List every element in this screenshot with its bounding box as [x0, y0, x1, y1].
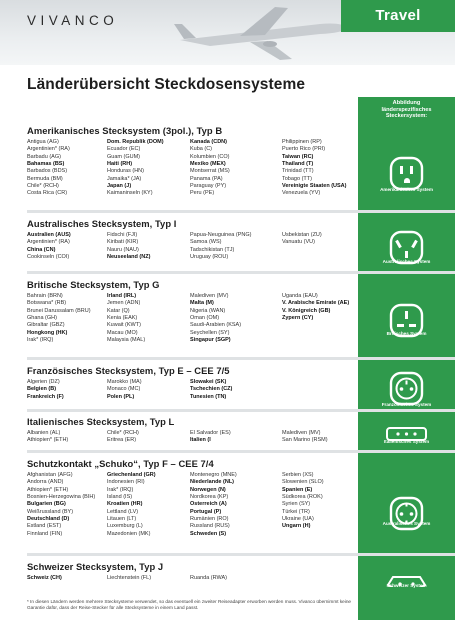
section-divider	[27, 210, 455, 213]
plug-system-label: Australisches System	[382, 521, 431, 526]
section-title: Italienisches Stecksystem, Typ L	[27, 416, 175, 427]
country-entry: Mexiko (MEX)	[190, 161, 226, 168]
country-entry: Deutschland (D)	[27, 516, 70, 523]
country-entry: Lettland (LV)	[107, 508, 139, 515]
country-entry: Tobago (TT)	[282, 175, 312, 182]
country-entry: Trinidad (TT)	[282, 168, 314, 175]
country-entry: Liechtenstein (FL)	[107, 575, 152, 581]
country-entry: Slowenien (SLO)	[282, 479, 324, 486]
country-entry: Äthiopien* (ETH)	[27, 437, 69, 444]
country-entry: Niederlande (NL)	[190, 479, 235, 486]
country-entry: Mazedonien (MK)	[107, 530, 151, 537]
country-column	[190, 232, 280, 261]
country-column	[107, 232, 188, 261]
country-entry: Kolumbien (CO)	[190, 153, 230, 160]
section-divider	[27, 271, 455, 274]
country-entry: Venezuela (YV)	[282, 190, 321, 197]
country-entry: Luxemburg (L)	[107, 523, 143, 530]
country-column	[107, 293, 188, 344]
country-entry: Indonesien (RI)	[107, 479, 145, 486]
country-column	[282, 232, 362, 261]
country-entry: Albanien (AL)	[27, 430, 61, 436]
country-entry: Eritrea (ER)	[107, 437, 137, 444]
country-entry: Vereinigte Staaten (USA)	[282, 183, 347, 190]
country-entry: Thailand (T)	[282, 161, 314, 168]
country-entry: Serbien (XS)	[282, 472, 314, 478]
country-column	[107, 575, 188, 582]
plug-section	[27, 561, 356, 582]
country-entry: Neuseeland (NZ)	[107, 254, 151, 261]
country-entry: Finnland (FIN)	[27, 530, 63, 537]
country-entry: Kuwait (KWT)	[107, 322, 141, 329]
country-entry: Ungarn (H)	[282, 523, 311, 530]
section-title: Schweizer Stecksystem, Typ J	[27, 561, 164, 572]
country-entry: Frankreich (F)	[27, 393, 64, 400]
country-entry: Singapur (SGP)	[190, 337, 231, 344]
plug-system-label: Schweizer System	[386, 583, 427, 588]
country-column	[107, 472, 188, 538]
country-entry: Portugal (P)	[190, 508, 222, 515]
country-entry: Argentinien* (RA)	[27, 239, 70, 246]
section-divider	[27, 450, 455, 453]
country-entry: Seychellen (SY)	[190, 329, 230, 336]
airplane-image	[170, 2, 360, 62]
country-column	[282, 379, 362, 401]
country-entry: Afghanistan (AFG)	[27, 472, 73, 478]
country-entry: Österreich (A)	[190, 501, 227, 508]
country-entry: Griechenland (GR)	[107, 472, 156, 478]
country-entry: Paraguay (PY)	[190, 183, 227, 190]
country-column	[27, 379, 105, 401]
country-column	[282, 472, 362, 538]
plug-system-label: Britisches System	[386, 331, 427, 336]
section-divider	[27, 357, 455, 360]
country-entry: Ghana (GH)	[27, 315, 57, 322]
country-entry: Weißrussland (BY)	[27, 508, 74, 515]
country-entry: Cookinseln (COI)	[27, 254, 70, 261]
country-column	[190, 472, 280, 538]
country-entry: Barbados (BDS)	[27, 168, 68, 175]
country-column	[27, 472, 105, 538]
country-entry: Chile* (RCH)	[27, 183, 59, 190]
country-entry: Bulgarien (BG)	[27, 501, 66, 508]
country-entry: Ruanda (RWA)	[190, 575, 227, 581]
country-entry: Chile* (RCH)	[107, 430, 139, 436]
country-entry: Schweiz (CH)	[27, 575, 62, 581]
country-entry: Guam (GUM)	[107, 153, 140, 160]
country-entry: Brunei Darussalam (BRU)	[27, 307, 91, 314]
country-column	[190, 430, 280, 445]
section-title: Französisches Stecksystem, Typ E – CEE 7/5	[27, 365, 230, 376]
country-entry: Kroatien (HR)	[107, 501, 143, 508]
plug-section	[27, 125, 356, 198]
country-entry: Montenegro (MNE)	[190, 472, 237, 478]
country-entry: Tunesien (TN)	[190, 393, 227, 400]
plug-system-label: Italienisches System	[383, 439, 430, 444]
country-entry: Zypern (CY)	[282, 315, 314, 322]
country-entry: Barbadu (AG)	[27, 153, 61, 160]
country-entry: Gibraltar (GBZ)	[27, 322, 65, 329]
country-entry: Algerien (DZ)	[27, 379, 60, 385]
country-entry: Türkei (TR)	[282, 508, 310, 515]
country-entry: San Marino (RSM)	[282, 437, 328, 444]
country-entry: Kanada (CDN)	[190, 139, 227, 145]
country-entry: Nordkorea (KP)	[190, 494, 229, 501]
country-entry: Argentinien* (RA)	[27, 146, 70, 153]
country-entry: Hongkong (HK)	[27, 329, 68, 336]
plug-system-label: Amerikanisches System	[380, 187, 433, 192]
country-entry: Kiribati (KIR)	[107, 239, 139, 246]
country-entry: Ecuador (EC)	[107, 146, 141, 153]
plug-section	[27, 218, 356, 261]
country-column	[190, 379, 280, 401]
country-column	[27, 139, 105, 198]
country-entry: Irak* (IRQ)	[107, 486, 134, 493]
country-entry: Andorra (AND)	[27, 479, 64, 486]
section-title: Australisches Stecksystem, Typ I	[27, 218, 177, 229]
plug-system-label: Französisches System	[381, 402, 432, 407]
country-entry: Taiwan (RC)	[282, 153, 314, 160]
country-entry: Fidschi (FJI)	[107, 232, 138, 238]
country-entry: Kenia (EAK)	[107, 315, 138, 322]
country-entry: Estland (EST)	[27, 523, 62, 530]
plug-section	[27, 365, 356, 401]
country-entry: Slowakei (SK)	[190, 379, 227, 385]
country-column	[27, 430, 105, 445]
country-column	[190, 575, 280, 582]
country-entry: Belgien (B)	[27, 386, 57, 393]
country-entry: Katar (Q)	[107, 307, 130, 314]
country-entry: Malaysia (MAL)	[107, 337, 146, 344]
country-entry: Island (IS)	[107, 494, 133, 501]
country-entry: Tschechien (CZ)	[190, 386, 233, 393]
country-entry: Polen (PL)	[107, 393, 135, 400]
country-entry: Australien (AUS)	[27, 232, 71, 238]
section-title: Britische Stecksystem, Typ G	[27, 279, 160, 290]
country-entry: Vanuatu (VU)	[282, 239, 315, 246]
plug-system-label: Australisches System	[382, 259, 431, 264]
country-entry: Bahrain (BRN)	[27, 293, 63, 299]
country-entry: Italien (I	[190, 437, 211, 444]
country-entry: Saudi-Arabien (KSA)	[190, 322, 242, 329]
country-entry: Südkorea (ROK)	[282, 494, 323, 501]
country-entry: Jamaika* (JA)	[107, 175, 142, 182]
country-entry: Litauen (LT)	[107, 516, 137, 523]
country-entry: Haiti (RH)	[107, 161, 133, 168]
country-entry: Malediven (MV)	[282, 430, 321, 436]
country-entry: Botswana* (RB)	[27, 300, 67, 307]
country-entry: Russland (RUS)	[190, 523, 230, 530]
country-entry: Rumänien (RO)	[190, 516, 229, 523]
country-entry: Bosnien-Herzegowina (BIH)	[27, 494, 96, 501]
country-entry: Spanien (E)	[282, 486, 313, 493]
country-column	[282, 430, 362, 445]
country-entry: Peru (PE)	[190, 190, 215, 197]
country-entry: Kuba (C)	[190, 146, 213, 153]
country-entry: Nauru (NAU)	[107, 246, 139, 253]
country-entry: Puerto Rico (PRI)	[282, 146, 326, 153]
page-title: Länderübersicht Steckdosensysteme	[27, 76, 306, 93]
plug-section	[27, 416, 356, 445]
country-column	[107, 430, 188, 445]
country-column	[282, 575, 362, 582]
section-title: Amerikanisches Stecksystem (3pol.), Typ B	[27, 125, 223, 136]
country-column	[190, 139, 280, 198]
country-entry: Ukraine (UA)	[282, 516, 314, 523]
country-entry: Uruguay (ROU)	[190, 254, 229, 261]
travel-tab: Travel	[341, 0, 455, 32]
country-entry: Nigeria (WAN)	[190, 307, 226, 314]
plug-section	[27, 279, 356, 344]
country-entry: Malta (M)	[190, 300, 214, 307]
country-column	[27, 575, 105, 582]
country-entry: Panama (PA)	[190, 175, 223, 182]
country-entry: Norwegen (N)	[190, 486, 226, 493]
country-entry: China (CN)	[27, 246, 56, 253]
plug-column-header: Abbildung länderspezifisches Steckersystem:	[381, 100, 432, 120]
country-entry: V. Königreich (GB)	[282, 307, 331, 314]
country-entry: Syrien (SY)	[282, 501, 311, 508]
country-entry: Montserrat (MS)	[190, 168, 230, 175]
country-column	[282, 139, 362, 198]
country-column	[107, 139, 188, 198]
country-column	[107, 379, 188, 401]
country-entry: Uganda (EAU)	[282, 293, 318, 299]
country-entry: V. Arabische Emirate (AE)	[282, 300, 350, 307]
country-entry: Tadschikistan (TJ)	[190, 246, 235, 253]
country-entry: Antigua (AG)	[27, 139, 59, 145]
country-entry: Samoa (WS)	[190, 239, 222, 246]
country-entry: Honduras (HN)	[107, 168, 144, 175]
country-entry: Monaco (MC)	[107, 386, 141, 393]
country-entry: Oman (OM)	[190, 315, 220, 322]
country-column	[190, 293, 280, 344]
country-entry: Jemen (ADN)	[107, 300, 141, 307]
section-divider	[27, 553, 455, 556]
country-entry: Irak* (IRQ)	[27, 337, 54, 344]
schuko-plug-icon	[383, 490, 430, 537]
country-entry: Äthiopien* (ETH)	[27, 486, 69, 493]
country-entry: Papua-Neuguinea (PNG)	[190, 232, 252, 238]
country-entry: Usbekistan (ZU)	[282, 232, 322, 238]
country-entry: Bermuda (BM)	[27, 175, 63, 182]
country-column	[27, 293, 105, 344]
country-entry: Marokko (MA)	[107, 379, 142, 385]
brand-logo: VIVANCO	[27, 13, 119, 28]
country-entry: Irland (IRL)	[107, 293, 137, 299]
section-title: Schutzkontakt „Schuko“, Typ F – CEE 7/4	[27, 458, 214, 469]
country-entry: Bahamas (BS)	[27, 161, 65, 168]
country-entry: Japan (J)	[107, 183, 132, 190]
country-entry: Macau (MO)	[107, 329, 138, 336]
country-entry: Dom. Republik (DOM)	[107, 139, 164, 145]
country-column	[27, 232, 105, 261]
country-entry: Kaimaninseln (KY)	[107, 190, 153, 197]
country-entry: Philippinen (RP)	[282, 139, 322, 145]
plug-section	[27, 458, 356, 538]
country-entry: El Salvador (ES)	[190, 430, 231, 436]
country-entry: Malediven (MV)	[190, 293, 229, 299]
footnote: * In diesen Ländern werden mehrere Stecksysteme verwendet, so das eventuell ein zweiter Reiseadapter erworben werden muss. Vivanco übernimmt keine Garantie dafür, dass der Reise-Stecker für alle Stecksysteme in einem Land passt.	[27, 599, 352, 610]
country-entry: Schweden (S)	[190, 530, 227, 537]
british-plug-icon	[383, 297, 430, 344]
country-entry: Costa Rica (CR)	[27, 190, 68, 197]
country-column	[282, 293, 362, 344]
